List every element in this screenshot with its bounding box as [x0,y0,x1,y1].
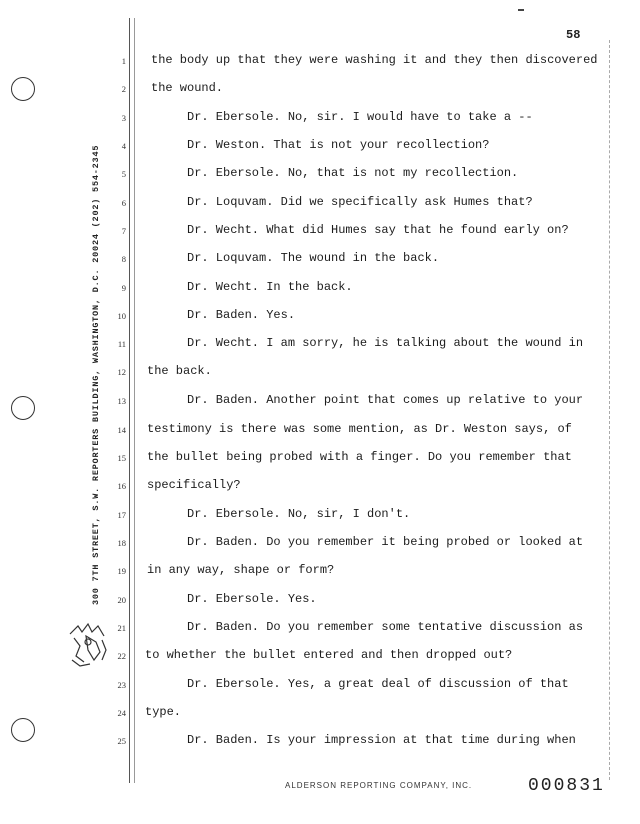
transcript-line: Dr. Baden. Yes. [187,308,296,322]
line-number: 12 [117,367,126,377]
transcript-line: type. [145,705,182,719]
page-number: 58 [566,28,581,42]
transcript-line: testimony is there was some mention, as Dr. Weston says, of [147,422,572,436]
line-number: 5 [121,169,126,179]
line-number: 6 [121,198,126,208]
transcript-line: the back. [147,364,212,378]
transcript-line: the body up that they were washing it and they then discovered [151,53,598,67]
line-number: 8 [121,254,126,264]
line-number: 9 [121,283,126,293]
line-number: 16 [117,481,126,491]
transcript-line: Dr. Baden. Is your impression at that time during when [187,733,576,747]
transcript-line: Dr. Ebersole. No, sir, I don't. [187,507,411,521]
transcript-line: Dr. Baden. Another point that comes up relative to your [187,393,584,407]
transcript-line: Dr. Wecht. What did Humes say that he found early on? [187,223,569,237]
transcript-line: Dr. Ebersole. No, sir. I would have to take a -- [187,110,533,124]
line-number: 25 [117,736,126,746]
line-number: 20 [117,595,126,605]
bates-number: 000831 [528,776,605,796]
transcript-line: Dr. Ebersole. No, that is not my recollection. [187,166,519,180]
line-number: 17 [117,510,126,520]
transcript-line: in any way, shape or form? [147,563,335,577]
line-number: 3 [121,113,126,123]
line-number: 22 [117,651,126,661]
line-number: 24 [117,708,126,718]
line-number: 23 [117,680,126,690]
transcript-line: Dr. Baden. Do you remember some tentative discussion as [187,620,584,634]
transcript-line: to whether the bullet entered and then dropped out? [145,648,513,662]
footer-company: ALDERSON REPORTING COMPANY, INC. [285,781,473,790]
line-number: 19 [117,566,126,576]
transcript-line: Dr. Ebersole. Yes. [187,592,317,606]
line-number: 1 [121,56,126,66]
side-stamp: 300 7TH STREET, S.W. REPORTERS BUILDING, WASHINGTON, D.C. 20024 (202) 554-2345 [91,144,101,605]
line-number: 13 [117,396,126,406]
line-number: 10 [117,311,126,321]
transcript-line: Dr. Baden. Do you remember it being probed or looked at [187,535,584,549]
transcript-line: Dr. Loquvam. The wound in the back. [187,251,440,265]
transcript-line: specifically? [147,478,241,492]
line-number: 18 [117,538,126,548]
line-number: 11 [117,339,126,349]
line-number: 4 [121,141,126,151]
transcript-line: the bullet being probed with a finger. Do you remember that [147,450,572,464]
line-number: 7 [121,226,126,236]
line-number: 2 [121,84,126,94]
transcript-line: the wound. [151,81,224,95]
transcript-line: Dr. Wecht. In the back. [187,280,353,294]
line-number: 15 [117,453,126,463]
line-number: 21 [117,623,126,633]
line-number: 14 [117,425,126,435]
transcript-line: Dr. Weston. That is not your recollection? [187,138,490,152]
transcript-line: Dr. Loquvam. Did we specifically ask Humes that? [187,195,533,209]
transcript-line: Dr. Ebersole. Yes, a great deal of discussion of that [187,677,569,691]
transcript-line: Dr. Wecht. I am sorry, he is talking about the wound in [187,336,584,350]
